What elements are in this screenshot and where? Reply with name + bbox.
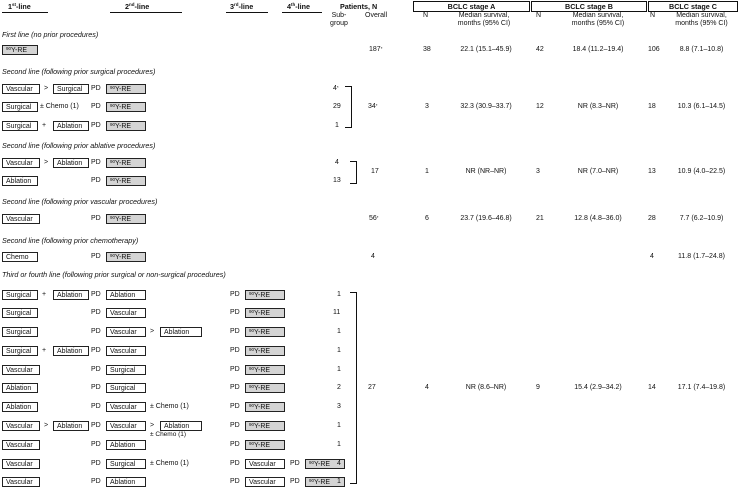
section-vascular: Second line (following prior vascular procedures) xyxy=(2,197,158,206)
surg-c-n: 18 xyxy=(648,103,656,110)
yre-box: $^{90}$Y-RE xyxy=(106,252,146,262)
third-sub: 11 xyxy=(333,309,341,316)
then-symbol: > xyxy=(44,85,49,92)
vascular-box: Vascular xyxy=(2,477,40,487)
third-sub: 1 xyxy=(337,366,341,373)
ablation-box: Ablation xyxy=(2,176,38,186)
yre-box: $^{90}$Y-RE xyxy=(106,214,146,224)
pd-label: PD xyxy=(91,309,101,316)
chemo-optional: ± Chemo (1) xyxy=(40,103,79,110)
yre-box: $^{90}$Y-RE xyxy=(245,346,285,356)
vascular-box: Vascular xyxy=(106,421,146,431)
pd-label: PD xyxy=(230,366,240,373)
yre-box: $^{90}$Y-RE xyxy=(106,84,146,94)
pd-label: PD xyxy=(91,85,101,92)
pd-label: PD xyxy=(91,291,101,298)
header-a-n: N xyxy=(423,12,429,19)
chemo-c-ms: 11.8 (1.7–24.8) xyxy=(678,253,725,260)
vascular-box: Vascular xyxy=(106,402,146,412)
header-b-n: N xyxy=(536,12,542,19)
header-a-median: Median survival, months (95% CI) xyxy=(457,12,511,27)
plus-symbol: + xyxy=(42,347,47,354)
ablation-box: Ablation xyxy=(53,290,89,300)
pd-label: PD xyxy=(91,159,101,166)
surg-sub3: 1 xyxy=(335,122,339,129)
vascular-box: Vascular xyxy=(2,440,40,450)
group-bracket xyxy=(350,292,357,484)
surg-a-n: 3 xyxy=(425,103,429,110)
then-symbol: > xyxy=(150,328,155,335)
pd-label: PD xyxy=(91,441,101,448)
plus-symbol: + xyxy=(42,291,47,298)
vascular-box: Vascular xyxy=(2,421,40,431)
header-1st-line: 1st-line xyxy=(8,2,31,11)
header-c-median: Median survival, months (95% CI) xyxy=(675,12,728,27)
third-sub: 4 xyxy=(337,460,341,467)
surgical-box: Surgical xyxy=(2,346,38,356)
pd-label: PD xyxy=(91,422,101,429)
pd-label: PD xyxy=(290,460,300,467)
yre-box: $^{90}$Y-RE xyxy=(106,158,146,168)
pd-label: PD xyxy=(91,253,101,260)
abl-sub2: 13 xyxy=(333,177,341,184)
surgical-box: Surgical xyxy=(106,365,146,375)
vasc-b-n: 21 xyxy=(536,215,544,222)
pd-label: PD xyxy=(91,177,101,184)
first-c-ms: 8.8 (7.1–10.8) xyxy=(679,46,724,53)
ablation-box: Ablation xyxy=(53,158,89,168)
ablation-box: Ablation xyxy=(106,440,146,450)
yre-box: $^{90}$Y-RE xyxy=(305,459,345,469)
vascular-box: Vascular xyxy=(245,477,285,487)
third-b-ms: 15.4 (2.9–34.2) xyxy=(574,384,622,391)
pd-label: PD xyxy=(91,215,101,222)
vasc-b-ms: 12.8 (4.8–36.0) xyxy=(574,215,622,222)
abl-b-ms: NR (7.0–NR) xyxy=(577,168,619,175)
yre-box: $^{90}$Y-RE xyxy=(245,440,285,450)
chemo-optional: ± Chemo (1) xyxy=(150,460,189,467)
abl-a-n: 1 xyxy=(425,168,429,175)
first-b-ms: 18.4 (11.2–19.4) xyxy=(572,46,624,53)
pd-label: PD xyxy=(290,478,300,485)
yre-box: $^{90}$Y-RE xyxy=(245,383,285,393)
pd-label: PD xyxy=(230,291,240,298)
header-2nd-line: 2nd-line xyxy=(125,2,150,11)
yre-box: $^{90}$Y-RE xyxy=(245,402,285,412)
chemo-overall: 4 xyxy=(371,253,375,260)
pd-label: PD xyxy=(230,460,240,467)
vascular-box: Vascular xyxy=(2,214,40,224)
first-a-ms: 22.1 (15.1–45.9) xyxy=(460,46,512,53)
third-overall: 27 xyxy=(368,384,376,391)
abl-c-n: 13 xyxy=(648,168,656,175)
then-symbol: > xyxy=(150,422,155,429)
pd-label: PD xyxy=(91,347,101,354)
ablation-box: Ablation xyxy=(53,121,89,131)
surgical-box: Surgical xyxy=(2,327,38,337)
yre-box: $^{90}$Y-RE xyxy=(106,176,146,186)
ablation-box: Ablation xyxy=(53,421,89,431)
yre-box: $^{90}$Y-RE xyxy=(2,45,38,55)
pd-label: PD xyxy=(230,441,240,448)
header-overall: Overall xyxy=(365,12,388,19)
header-b-median: Median survival, months (95% CI) xyxy=(571,12,625,27)
surgical-box: Surgical xyxy=(106,459,146,469)
pd-label: PD xyxy=(91,366,101,373)
chemo-c-n: 4 xyxy=(650,253,654,260)
plus-symbol: + xyxy=(42,122,47,129)
group-bracket xyxy=(350,161,357,184)
ablation-box: Ablation xyxy=(2,383,38,393)
ablation-box: Ablation xyxy=(53,346,89,356)
pd-label: PD xyxy=(91,403,101,410)
vascular-box: Vascular xyxy=(106,308,146,318)
third-sub: 1 xyxy=(337,291,341,298)
abl-overall: 17 xyxy=(371,168,379,175)
pd-label: PD xyxy=(230,347,240,354)
vascular-box: Vascular xyxy=(2,158,40,168)
header-bclc-a: BCLC stage A xyxy=(413,1,530,12)
third-sub: 1 xyxy=(337,422,341,429)
ablation-box: Ablation xyxy=(160,327,202,337)
third-sub: 1 xyxy=(337,441,341,448)
pd-label: PD xyxy=(91,122,101,129)
third-sub: 1 xyxy=(337,328,341,335)
third-sub: 1 xyxy=(337,478,341,485)
surg-a-ms: 32.3 (30.9–33.7) xyxy=(460,103,512,110)
surgical-box: Surgical xyxy=(2,290,38,300)
header-bclc-c: BCLC stage C xyxy=(648,1,738,12)
surgical-box: Surgical xyxy=(53,84,89,94)
vasc-a-n: 6 xyxy=(425,215,429,222)
section-surgical: Second line (following prior surgical procedures) xyxy=(2,67,156,76)
third-c-ms: 17.1 (7.4–19.8) xyxy=(677,384,726,391)
yre-box: $^{90}$Y-RE xyxy=(245,421,285,431)
surgical-box: Surgical xyxy=(2,121,38,131)
pd-label: PD xyxy=(91,328,101,335)
pd-label: PD xyxy=(91,384,101,391)
ablation-box: Ablation xyxy=(2,402,38,412)
vasc-c-n: 28 xyxy=(648,215,656,222)
surgical-box: Surgical xyxy=(2,102,38,112)
third-a-n: 4 xyxy=(425,384,429,391)
abl-b-n: 3 xyxy=(536,168,540,175)
yre-box: $^{90}$Y-RE xyxy=(245,365,285,375)
section-third-fourth: Third or fourth line (following prior surgical or non-surgical procedures) xyxy=(2,270,226,279)
yre-box: $^{90}$Y-RE xyxy=(245,308,285,318)
vascular-box: Vascular xyxy=(2,365,40,375)
abl-a-ms: NR (NR–NR) xyxy=(465,168,507,175)
section-chemo: Second line (following prior chemotherapy) xyxy=(2,236,139,245)
vasc-a-ms: 23.7 (19.6–46.8) xyxy=(460,215,512,222)
pd-label: PD xyxy=(230,403,240,410)
third-sub: 1 xyxy=(337,347,341,354)
third-sub: 3 xyxy=(337,403,341,410)
first-b-n: 42 xyxy=(536,46,544,53)
pd-label: PD xyxy=(91,478,101,485)
pd-label: PD xyxy=(230,328,240,335)
yre-box: $^{90}$Y-RE xyxy=(106,121,146,131)
surg-b-ms: NR (8.3–NR) xyxy=(577,103,619,110)
ablation-box: Ablation xyxy=(106,290,146,300)
header-c-n: N xyxy=(650,12,656,19)
group-bracket xyxy=(345,86,352,128)
yre-box: $^{90}$Y-RE xyxy=(245,290,285,300)
vasc-overall: 56* xyxy=(369,215,379,222)
abl-c-ms: 10.9 (4.0–22.5) xyxy=(677,168,726,175)
surg-b-n: 12 xyxy=(536,103,544,110)
pd-label: PD xyxy=(91,103,101,110)
third-b-n: 9 xyxy=(536,384,540,391)
surg-overall: 34* xyxy=(368,103,378,110)
pd-label: PD xyxy=(230,422,240,429)
vascular-box: Vascular xyxy=(106,327,146,337)
vasc-c-ms: 7.7 (6.2–10.9) xyxy=(679,215,724,222)
chemo-optional: ± Chemo (1) xyxy=(150,431,187,438)
surg-c-ms: 10.3 (6.1–14.5) xyxy=(677,103,726,110)
third-a-ms: NR (8.6–NR) xyxy=(465,384,507,391)
header-bclc-b: BCLC stage B xyxy=(531,1,647,12)
header-subgroup: Sub- group xyxy=(330,12,348,27)
first-a-n: 38 xyxy=(423,46,431,53)
pd-label: PD xyxy=(91,460,101,467)
first-overall: 187* xyxy=(369,46,383,53)
vascular-box: Vascular xyxy=(2,459,40,469)
surg-sub1: 4* xyxy=(333,85,339,92)
yre-box: $^{90}$Y-RE xyxy=(245,327,285,337)
third-c-n: 14 xyxy=(648,384,656,391)
vascular-box: Vascular xyxy=(106,346,146,356)
surgical-box: Surgical xyxy=(2,308,38,318)
first-c-n: 106 xyxy=(648,46,660,53)
chemo-optional: ± Chemo (1) xyxy=(150,403,189,410)
chemo-box: Chemo xyxy=(2,252,38,262)
vascular-box: Vascular xyxy=(2,84,40,94)
section-first-line: First line (no prior procedures) xyxy=(2,30,99,39)
pd-label: PD xyxy=(230,478,240,485)
ablation-box: Ablation xyxy=(160,421,202,431)
header-3rd-line: 3rd-line xyxy=(230,2,254,11)
yre-box: $^{90}$Y-RE xyxy=(106,102,146,112)
section-ablative: Second line (following prior ablative procedures) xyxy=(2,141,156,150)
abl-sub1: 4 xyxy=(335,159,339,166)
pd-label: PD xyxy=(230,309,240,316)
third-sub: 2 xyxy=(337,384,341,391)
then-symbol: > xyxy=(44,159,49,166)
then-symbol: > xyxy=(44,422,49,429)
pd-label: PD xyxy=(230,384,240,391)
vascular-box: Vascular xyxy=(245,459,285,469)
surgical-box: Surgical xyxy=(106,383,146,393)
surg-sub2: 29 xyxy=(333,103,341,110)
yre-box: $^{90}$Y-RE xyxy=(305,477,345,487)
ablation-box: Ablation xyxy=(106,477,146,487)
header-patients: Patients, N xyxy=(340,2,378,11)
header-4th-line: 4th-line xyxy=(287,2,311,11)
